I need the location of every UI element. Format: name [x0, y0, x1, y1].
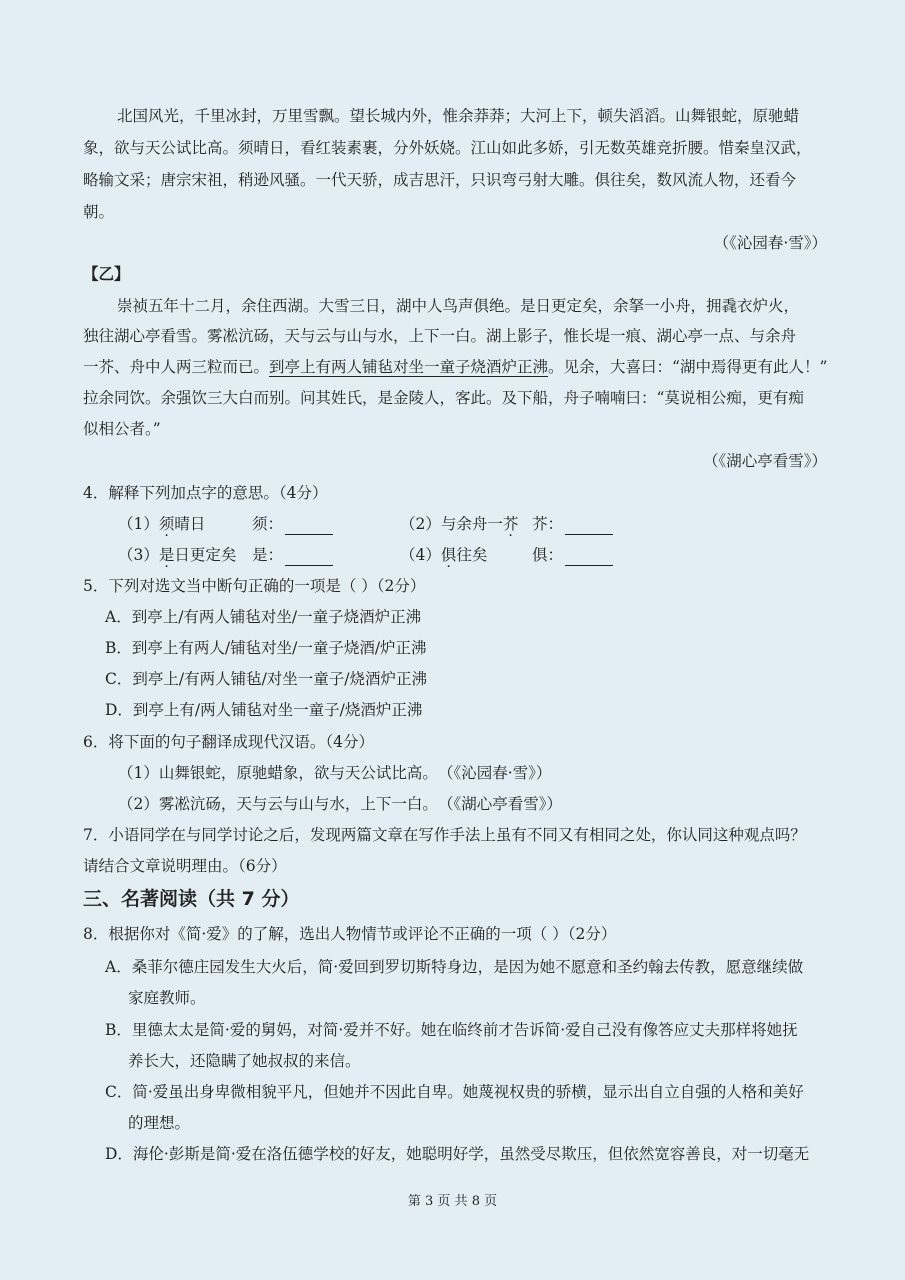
- q8-option-a[interactable]: A．桑菲尔德庄园发生大火后，简·爱回到罗切斯特身边，是因为她不愿意和圣约翰去传教，愿意继续做: [105, 958, 804, 976]
- item-text: 往矣: [456, 546, 488, 564]
- answer-blank[interactable]: [285, 519, 333, 535]
- answer-blank[interactable]: [285, 550, 333, 566]
- answer-blank[interactable]: [565, 519, 613, 535]
- item-number: （3）: [118, 546, 159, 564]
- question-7-line: 7．小语同学在与同学讨论之后，发现两篇文章在写作手法上虽有不同又有相同之处，你认同这种观点吗？: [83, 826, 806, 844]
- prose-line: 崇祯五年十二月，余住西湖。大雪三日，湖中人鸟声俱绝。是日更定矣，余拏一小舟，拥毳衣炉火，: [117, 297, 800, 315]
- section-label: 【乙】: [83, 265, 130, 283]
- q6-sentence-1: （1）山舞银蛇，原驰蜡象，欲与天公试比高。: [118, 764, 438, 782]
- question-6-stem: 6．将下面的句子翻译成现代汉语。（4分）: [83, 733, 374, 751]
- question-4-stem: 4．解释下列加点字的意思。（4分）: [83, 484, 328, 502]
- item-text: 晴日: [174, 515, 206, 533]
- q8-option-a-cont: 家庭教师。: [128, 989, 206, 1007]
- q4-answer-2: [532, 513, 613, 535]
- prose-line: [83, 356, 827, 378]
- prose-line: 拉余同饮。余强饮三大白而别。问其姓氏，是金陵人，客此。及下船，舟子喃喃曰：“莫说相公痴，更有痴: [83, 389, 804, 407]
- question-8-stem: 8．根据你对《简·爱》的了解，选出人物情节或评论不正确的一项（ ）（2分）: [83, 925, 617, 943]
- prose-line: 独往湖心亭看雪。雾凇沆砀，天与云与山与水，上下一白。湖上影子，惟长堤一痕、湖心亭一点、与余舟: [83, 327, 797, 345]
- dotted-char: 芥: [502, 515, 519, 533]
- q4-item-3: [118, 544, 236, 566]
- poem-line: 北国风光，千里冰封，万里雪飘。望长城内外，惟余莽莽；大河上下，顿失滔滔。山舞银蛇，原驰蜡: [117, 107, 800, 125]
- answer-label: 须：: [252, 515, 284, 533]
- q4-item-4: [400, 544, 487, 566]
- prose-line: 似相公者。”: [83, 420, 161, 438]
- item-number: （4）: [400, 546, 441, 564]
- poem-line: 象，欲与天公试比高。须晴日，看红装素裹，分外妖娆。江山如此多娇，引无数英雄竞折腰。惜秦皇汉武，: [83, 139, 812, 157]
- prose-text: 一芥、舟中人两三粒而已。: [83, 358, 270, 376]
- q8-option-c-cont: 的理想。: [128, 1114, 191, 1132]
- item-number: （1）: [118, 515, 159, 533]
- q6-source-2: （《湖心亭看雪》）: [438, 795, 563, 813]
- dotted-char: 是: [158, 546, 175, 564]
- section-3-title: 三、名著阅读（共 7 分）: [83, 888, 300, 910]
- q4-answer-4: [532, 544, 613, 566]
- q5-option-a[interactable]: A．到亭上/有两人铺毡对坐/一童子烧酒炉正沸: [105, 608, 422, 626]
- answer-blank[interactable]: [565, 550, 613, 566]
- underlined-sentence: 到亭上有两人铺毡对坐一童子烧酒炉正沸: [269, 358, 549, 376]
- poem-line: 略输文采；唐宗宋祖，稍逊风骚。一代天骄，成吉思汗，只识弯弓射大雕。俱往矣，数风流人物，还看今: [83, 171, 797, 189]
- prose-source: （《湖心亭看雪》）: [702, 452, 827, 470]
- question-5-stem: 5．下列对选文当中断句正确的一项是（ ）（2分）: [83, 577, 426, 595]
- q8-option-c[interactable]: C．简·爱虽出身卑微相貌平凡，但她并不因此自卑。她蔑视权贵的骄横，显示出自立自强的人格和美好: [105, 1083, 804, 1101]
- q6-sentence-2: （2）雾凇沆砀，天与云与山与水，上下一白。: [118, 795, 438, 813]
- q8-option-d[interactable]: D．海伦·彭斯是简·爱在洛伍德学校的好友，她聪明好学，虽然受尽欺压，但依然宽容善良，对一切毫无: [105, 1145, 810, 1163]
- q5-option-c[interactable]: C．到亭上/有两人铺毡/对坐一童子/烧酒炉正沸: [105, 670, 428, 688]
- q4-answer-3: [252, 544, 333, 566]
- poem-line: 朝。: [83, 203, 115, 221]
- answer-label: 俱：: [532, 546, 564, 564]
- q8-option-b-cont: 养长大，还隐瞒了她叔叔的来信。: [128, 1052, 361, 1070]
- page-footer: 第 3 页 共 8 页: [407, 1194, 498, 1209]
- answer-label: 是：: [252, 546, 284, 564]
- q4-item-1: [118, 513, 205, 535]
- q6-source-1: （《沁园春·雪》）: [438, 764, 552, 782]
- item-text: 日更定矣: [174, 546, 237, 564]
- dotted-char: 须: [158, 515, 175, 533]
- q5-option-b[interactable]: B．到亭上有两人/铺毡对坐/一童子烧酒/炉正沸: [105, 639, 427, 657]
- q8-option-b[interactable]: B．里德太太是简·爱的舅妈，对简·爱并不好。她在临终前才告诉简·爱自己没有像答应丈夫那样将她抚: [105, 1021, 798, 1039]
- question-7-line: 请结合文章说明理由。（6分）: [83, 857, 287, 875]
- poem-source: （《沁园春·雪》）: [713, 234, 827, 252]
- q4-item-2: [400, 513, 518, 535]
- q5-option-d[interactable]: D．到亭上有/两人铺毡对坐一童子/烧酒炉正沸: [105, 701, 423, 719]
- dotted-char: 俱: [440, 546, 457, 564]
- item-text: （2）与余舟一: [400, 515, 503, 533]
- prose-text: 。见余，大喜曰：“湖中焉得更有此人！”: [548, 358, 828, 376]
- answer-label: 芥：: [532, 515, 564, 533]
- q4-answer-1: [252, 513, 333, 535]
